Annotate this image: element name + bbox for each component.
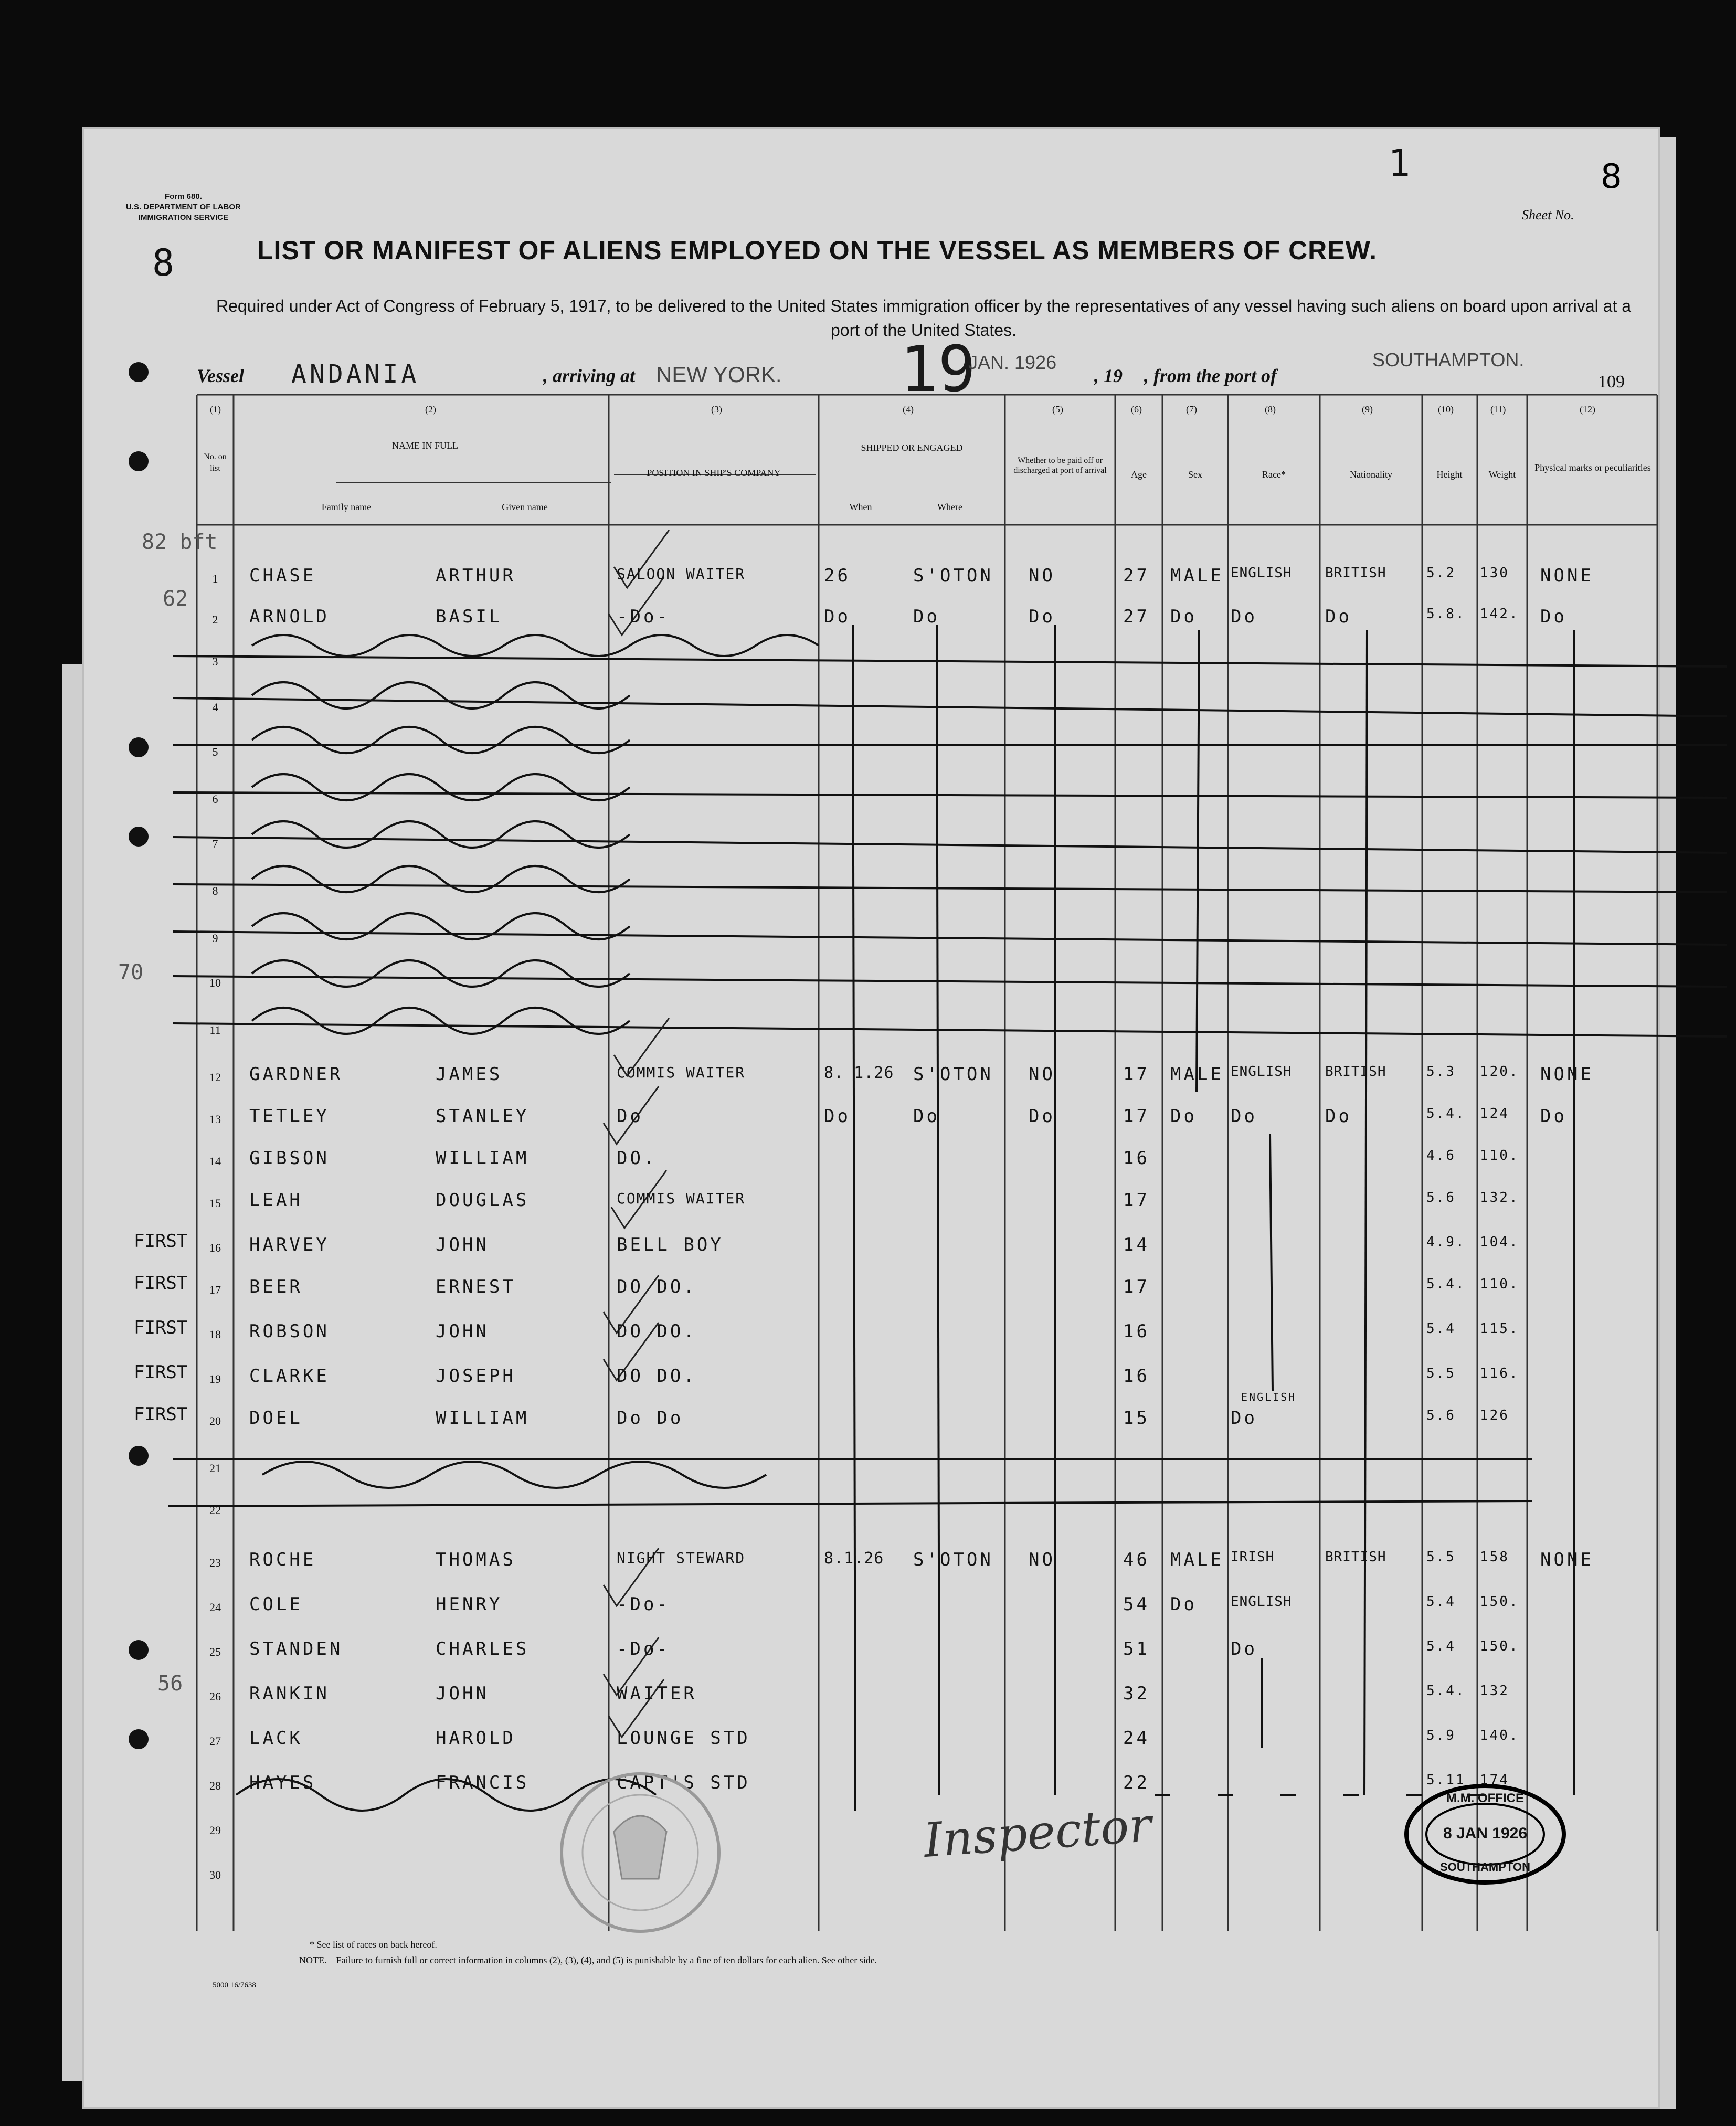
cell-family: LACK [249,1728,303,1749]
margin-first-class-note: FIRST [134,1362,188,1383]
cell-where: S'OTON [913,1549,993,1570]
row-number: 23 [209,1556,221,1569]
margin-note: 70 [118,960,144,985]
row-number: 6 [212,792,218,806]
department-name: U.S. DEPARTMENT OF LABOR [126,203,241,211]
cell-nat: BRITISH [1325,1549,1386,1565]
cell-race: ENGLISH [1231,565,1292,581]
cell-position: BELL BOY [617,1234,724,1255]
cell-given: FRANCIS [436,1772,530,1793]
vessel-line [197,333,1645,406]
cell-position: -Do- [617,1594,670,1615]
margin-first-class-note: FIRST [134,1404,188,1425]
stamp-port: SOUTHAMPTON [1440,1860,1530,1874]
stamp-office-text: M.M. OFFICE [1446,1791,1524,1805]
row-number: 13 [209,1113,221,1126]
cell-where: S'OTON [913,565,993,586]
cell-race-note: ENGLISH [1241,1391,1297,1403]
cell-height: 5.8. [1426,606,1466,622]
cell-position: DO DO. [617,1366,697,1387]
row-number: 11 [209,1023,221,1036]
col-label-no: No. on list [204,452,227,473]
arriving-label: , arriving at [543,365,636,386]
cell-paid: NO [1029,1549,1055,1570]
col-num-2: (2) [425,404,436,415]
cell-position: DO DO. [617,1276,697,1297]
row-number: 18 [209,1328,221,1341]
cell-marks: Do [1540,606,1567,627]
col-sub-given: Given name [502,502,548,512]
cell-weight: 150. [1480,1594,1519,1610]
row-number: 9 [212,932,218,945]
row-number: 25 [209,1645,221,1658]
cell-family: CLARKE [249,1366,330,1387]
col-label-weight: Weight [1488,469,1516,480]
cell-weight: 130 [1480,565,1509,581]
cell-where: Do [913,1106,940,1127]
row-number: 24 [209,1601,221,1614]
cell-age: 15 [1123,1408,1150,1429]
cell-sex: Do [1170,1106,1197,1127]
col-label-paid-off: Whether to be paid off or discharged at port of arrival [1013,456,1107,475]
col-num-8: (8) [1265,404,1276,415]
cell-when: Do [824,1106,851,1127]
cell-age: 27 [1123,565,1150,586]
cell-weight: 115. [1480,1321,1519,1337]
col-num-6: (6) [1131,404,1142,415]
cell-position: SALOON WAITER [617,565,746,583]
cell-weight: 142. [1480,606,1519,622]
col-sub-where: Where [937,502,962,512]
col-label-sex: Sex [1188,469,1202,480]
col-label-height: Height [1436,469,1463,480]
row-number: 27 [209,1734,221,1748]
cell-family: RANKIN [249,1683,330,1704]
cell-race: ENGLISH [1231,1594,1292,1610]
cell-paid: NO [1029,1064,1055,1085]
cell-sex: Do [1170,606,1197,627]
cell-paid: NO [1029,565,1055,586]
col-label-shipped: SHIPPED OR ENGAGED [861,442,963,453]
cell-given: JAMES [436,1064,503,1085]
cell-given: WILLIAM [436,1408,530,1429]
col-num-3: (3) [711,404,722,415]
cell-given: JOHN [436,1321,489,1342]
row-number: 7 [212,837,218,850]
cell-weight: 104. [1480,1234,1519,1250]
row-number: 10 [209,976,221,989]
cell-nat: Do [1325,606,1352,627]
stamp-date: 8 JAN 1926 [1443,1825,1528,1842]
cell-marks: NONE [1540,565,1594,586]
cell-weight: 158 [1480,1549,1509,1565]
margin-first-class-note: FIRST [134,1231,188,1252]
cell-age: 46 [1123,1549,1150,1570]
corner-mark-top-left: 8 [152,241,175,284]
cell-height: 5.11 [1426,1772,1466,1788]
cell-age: 51 [1123,1638,1150,1659]
col-num-1: (1) [210,404,221,415]
cell-when: 8. 1.26 [824,1064,894,1082]
arrival-day: 19 [900,333,976,406]
cell-height: 5.3 [1426,1064,1456,1080]
cell-family: ROCHE [249,1549,316,1570]
cell-given: CHARLES [436,1638,530,1659]
col-label-age: Age [1131,469,1147,480]
cell-age: 14 [1123,1234,1150,1255]
cell-race: IRISH [1231,1549,1275,1565]
row-number: 26 [209,1690,221,1703]
corner-mark-top-right: 1 [1388,142,1411,185]
cell-race: Do [1231,1638,1257,1659]
row-number: 5 [212,745,218,758]
cell-race: Do [1231,1106,1257,1127]
print-code: 5000 16/7638 [213,1981,256,1990]
cell-given: JOHN [436,1234,489,1255]
cell-given: JOSEPH [436,1366,516,1387]
office-date-stamp [1401,1782,1569,1887]
cell-marks: Do [1540,1106,1567,1127]
row-number: 22 [209,1504,221,1517]
cell-family: HAYES [249,1772,316,1793]
cell-family: BEER [249,1276,303,1297]
cell-paid: Do [1029,606,1055,627]
arrival-port: NEW YORK. [656,362,782,387]
cell-age: 16 [1123,1148,1150,1169]
form-number: Form 680. [165,192,202,201]
row-number: 19 [209,1372,221,1385]
cell-position: DO DO. [617,1321,697,1342]
row-number: 17 [209,1283,221,1296]
cell-age: 32 [1123,1683,1150,1704]
eagle-seal-stamp [556,1769,724,1937]
cell-weight: 116. [1480,1366,1519,1381]
cell-family: LEAH [249,1190,303,1211]
col-num-7: (7) [1186,404,1197,415]
cell-position: -Do- [617,1638,670,1659]
cell-height: 5.4 [1426,1638,1456,1654]
cell-weight: 140. [1480,1728,1519,1743]
cell-position: CAPT'S STD [617,1772,750,1793]
cell-sex: MALE [1170,565,1224,586]
requirement-text: Required under Act of Congress of February 5, 1917, to be delivered to the United States immigration officer by the representatives of any vessel having such aliens on board upon arrival at a port of the United States. [216,297,1632,340]
row-number: 14 [209,1155,221,1168]
cell-age: 16 [1123,1321,1150,1342]
cell-nat: BRITISH [1325,565,1386,581]
col-num-5: (5) [1052,404,1063,415]
row-number: 8 [212,884,218,897]
col-num-9: (9) [1362,404,1373,415]
cell-family: GIBSON [249,1148,330,1169]
row-number: 20 [209,1414,221,1427]
cell-weight: 132 [1480,1683,1509,1699]
row-number: 29 [209,1824,221,1837]
departure-port: SOUTHAMPTON. [1372,349,1525,371]
row-number: 1 [212,572,218,585]
row-number: 15 [209,1197,221,1210]
cell-marks: NONE [1540,1064,1594,1085]
year-label: , 19 [1094,365,1123,386]
cell-height: 4.9. [1426,1234,1466,1250]
cell-position: Do [617,1106,643,1127]
cell-when: Do [824,606,851,627]
cell-position: DO. [617,1148,657,1169]
page-title: LIST OR MANIFEST OF ALIENS EMPLOYED ON THE VESSEL AS MEMBERS OF CREW. [257,236,1377,265]
cell-when: 26 [824,565,851,586]
cell-height: 5.4 [1426,1321,1456,1337]
cell-family: ROBSON [249,1321,330,1342]
margin-note: 82 bft [142,530,218,554]
row-number: 30 [209,1868,221,1881]
cell-given: ERNEST [436,1276,516,1297]
cell-nat: Do [1325,1106,1352,1127]
cell-sex: MALE [1170,1064,1224,1085]
cell-height: 5.4. [1426,1683,1466,1699]
cell-family: HARVEY [249,1234,330,1255]
cell-age: 54 [1123,1594,1150,1615]
cell-age: 17 [1123,1064,1150,1085]
col-label-position: POSITION IN SHIP'S COMPANY [647,468,781,478]
cell-position: -Do- [617,606,670,627]
cell-when: 8.1.26 [824,1549,884,1568]
cell-family: CHASE [249,565,316,586]
cell-given: DOUGLAS [436,1190,530,1211]
row-number: 12 [209,1071,221,1084]
cell-position: WAITER [617,1683,697,1704]
cell-position: COMMIS WAITER [617,1064,746,1081]
cell-given: BASIL [436,606,503,627]
cell-marks: NONE [1540,1549,1594,1570]
col-num-10: (10) [1438,404,1454,415]
cell-given: THOMAS [436,1549,516,1570]
cell-family: ARNOLD [249,606,330,627]
col-sub-family: Family name [321,502,372,512]
cell-given: STANLEY [436,1106,530,1127]
from-port-label: , from the port of [1144,365,1277,386]
cell-height: 5.4. [1426,1106,1466,1122]
arrival-date-stamp: JAN. 1926 [968,352,1057,373]
cell-sex: Do [1170,1594,1197,1615]
cell-height: 5.4 [1426,1594,1456,1610]
cell-family: TETLEY [249,1106,330,1127]
cell-given: HENRY [436,1594,503,1615]
page-number: 109 [1598,372,1625,392]
cell-position: NIGHT STEWARD [617,1549,746,1567]
cell-weight: 174 [1480,1772,1509,1788]
cell-weight: 110. [1480,1148,1519,1164]
cell-weight: 124 [1480,1106,1509,1122]
col-label-race: Race* [1262,469,1286,480]
cell-given: JOHN [436,1683,489,1704]
sheet-number-label: Sheet No. [1522,207,1574,223]
row-number: 4 [212,701,218,714]
cell-race: Do [1231,606,1257,627]
cell-age: 17 [1123,1276,1150,1297]
cell-family: DOEL [249,1408,303,1429]
row-number: 16 [209,1241,221,1254]
cell-age: 22 [1123,1772,1150,1793]
cell-height: 5.4. [1426,1276,1466,1292]
vessel-name: ANDANIA [291,359,420,389]
col-label-nationality: Nationality [1350,469,1392,480]
cell-height: 5.6 [1426,1190,1456,1205]
cell-height: 5.9 [1426,1728,1456,1743]
cell-given: HAROLD [436,1728,516,1749]
cell-height: 5.5 [1426,1549,1456,1565]
cell-paid: Do [1029,1106,1055,1127]
cell-weight: 126 [1480,1408,1509,1423]
cell-given: WILLIAM [436,1148,530,1169]
cell-height: 5.5 [1426,1366,1456,1381]
cell-weight: 120. [1480,1064,1519,1080]
cell-age: 17 [1123,1190,1150,1211]
cell-sex: MALE [1170,1549,1224,1570]
row-number: 28 [209,1779,221,1792]
col-label-name: NAME IN FULL [392,440,458,451]
vessel-label: Vessel [197,365,244,386]
cell-family: STANDEN [249,1638,343,1659]
cell-position: COMMIS WAITER [617,1190,746,1207]
cell-race: Do [1231,1408,1257,1429]
margin-first-class-note: FIRST [134,1317,188,1338]
cell-age: 17 [1123,1106,1150,1127]
col-num-11: (11) [1490,404,1506,415]
service-name: IMMIGRATION SERVICE [138,213,228,222]
cell-where: Do [913,606,940,627]
col-num-4: (4) [903,404,914,415]
cell-family: COLE [249,1594,303,1615]
cell-age: 24 [1123,1728,1150,1749]
form-header [126,192,241,223]
col-label-physical-marks: Physical marks or peculiarities [1534,462,1651,473]
row-number: 3 [212,655,218,668]
footnote-penalty: NOTE.—Failure to furnish full or correct information in columns (2), (3), (4), and (5) is punishable by a fine of ten dollars for each alien. See other side. [299,1955,877,1965]
cell-weight: 132. [1480,1190,1519,1205]
cell-height: 5.6 [1426,1408,1456,1423]
cell-given: ARTHUR [436,565,516,586]
row-number: 2 [212,613,218,626]
cell-position: LOUNGE STD [617,1728,750,1749]
cell-age: 27 [1123,606,1150,627]
cell-age: 16 [1123,1366,1150,1387]
margin-note: 62 [163,587,188,611]
margin-note: 56 [157,1672,183,1696]
cell-where: S'OTON [913,1064,993,1085]
row-number: 21 [209,1462,221,1475]
sheet-number: 8 [1601,157,1622,196]
cell-position: Do Do [617,1408,684,1429]
cell-weight: 150. [1480,1638,1519,1654]
col-sub-when: When [849,502,872,512]
margin-first-class-note: FIRST [134,1273,188,1294]
cell-height: 5.2 [1426,565,1456,581]
cell-height: 4.6 [1426,1148,1456,1164]
inspector-signature: Inspector [922,1797,1153,1869]
cell-nat: BRITISH [1325,1064,1386,1080]
col-num-12: (12) [1580,404,1595,415]
footnote-races: * See list of races on back hereof. [310,1939,437,1950]
cell-family: GARDNER [249,1064,343,1085]
cell-race: ENGLISH [1231,1064,1292,1080]
cell-weight: 110. [1480,1276,1519,1292]
